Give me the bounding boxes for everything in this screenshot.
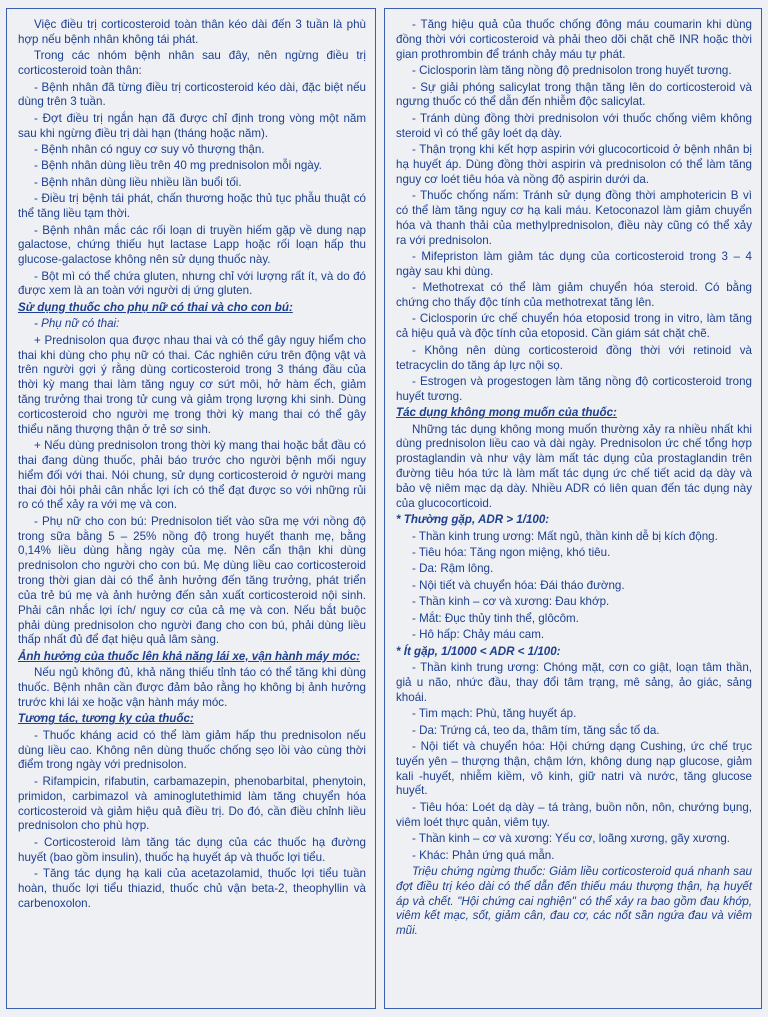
paragraph: - Thần kinh trung ương: Mất ngủ, thần kinh dễ bị kích động.: [412, 529, 718, 543]
left-column: [6, 8, 376, 1009]
paragraph: - Thần kinh – cơ và xương: Yếu cơ, loãng xương, gãy xương.: [412, 832, 731, 846]
paragraph: - Khác: Phản ứng quá mẫn.: [412, 848, 555, 862]
paragraph: - Thần kinh trung ương: Chóng mặt, cơn co giật, loạn tâm thần, giả u não, nhức đầu, thay đổi tâm trạng, mê sảng, ảo giác, sảng khoái.: [396, 661, 752, 704]
paragraph: - Điều trị bệnh tái phát, chấn thương hoặc thủ tục phẫu thuật có thể tăng liều tạm thời.: [18, 192, 366, 221]
paragraph: - Nội tiết và chuyển hóa: Đái tháo đường.: [412, 578, 625, 592]
paragraph: - Thuốc chống nấm: Tránh sử dụng đồng thời amphotericin B vì có thể làm tăng nguy cơ hạ kali máu. Ketoconazol làm giảm chuyển hóa và thanh thải của methylprednisolon, điều này cũng có thể xảy ra với prednisolon.: [396, 189, 752, 247]
paragraph: - Hô hấp: Chảy máu cam.: [412, 628, 545, 642]
paragraph: - Phụ nữ có thai:: [34, 317, 120, 331]
right-column: [384, 8, 762, 1009]
paragraph: Những tác dụng không mong muốn thường xảy ra nhiều nhất khi dùng prednisolon liều cao và dài ngày. Prednisolon ức chế tổng hợp prostaglandin và như vậy làm mất tác dụng của prostaglandin trên đường tiêu hóa tức là làm mất tác dụng ức chế tiết acid dạ dày và bảo vệ niêm mạc dạ dày. Nhiều ADR có liên quan đến tác dụng này của glucocorticoid.: [396, 422, 752, 510]
paragraph: - Tiêu hóa: Loét dạ dày – tá tràng, buồn nôn, nôn, chướng bụng, viêm loét thực quản, viêm tụy.: [396, 800, 752, 829]
paragraph: - Tăng hiệu quả của thuốc chống đông máu coumarin khi dùng đồng thời với corticosteroid và phải theo dõi chặt chẽ INR hoặc thời gian prothrombin để tránh chảy máu tự phát.: [396, 18, 752, 61]
paragraph: Việc điều trị corticosteroid toàn thân kéo dài đến 3 tuần là phù hợp nếu bệnh nhân không tái phát.: [18, 18, 366, 46]
paragraph: - Thuốc kháng acid có thể làm giảm hấp thu prednisolon nếu dùng liều cao. Không nên dùng thuốc chống sẹo lồi vào cùng thời điểm trong ngày với prednisolon.: [18, 728, 366, 772]
paragraph: Nếu ngủ không đủ, khả năng thiếu tỉnh táo có thể tăng khi dùng thuốc. Bệnh nhân cần được đảm bảo rằng họ không bị ảnh hưởng trước khi lái xe hoặc vận hành máy móc.: [18, 666, 366, 709]
section-heading: Tác dụng không mong muốn của thuốc:: [396, 406, 617, 420]
section-heading: Ảnh hưởng của thuốc lên khả năng lái xe, vận hành máy móc:: [18, 649, 361, 663]
paragraph: - Bột mì có thể chứa gluten, nhưng chỉ với lượng rất ít, và do đó được xem là an toàn với người dị ứng gluten.: [18, 269, 366, 298]
paragraph: - Methotrexat có thể làm giảm chuyển hóa steroid. Có bằng chứng cho thấy độc tính của methotrexat tăng lên.: [396, 281, 752, 310]
paragraph: + Prednisolon qua được nhau thai và có thể gây nguy hiểm cho thai khi dùng cho phụ nữ có thai. Các nghiên cứu trên động vật và trên người gợi ý rằng dùng corticosteroid trong 3 tháng đầu của thời kỳ mang thai làm tăng nguy cơ sứt môi, hở hàm ếch, giảm tăng trưởng thai trong tử cung và giảm trọng lượng khi sinh. Dùng corticosteroid cho người mẹ trong thời kỳ mang thai có thể gây thiểu năng thượng thận ở trẻ sơ sinh.: [18, 333, 366, 436]
paragraph: - Bệnh nhân đã từng điều trị corticosteroid kéo dài, đặc biệt nếu dùng trên 3 tuần.: [18, 80, 366, 109]
section-heading: * Ít gặp, 1/1000 < ADR < 1/100:: [396, 644, 561, 658]
paragraph: - Không nên dùng corticosteroid đồng thời với retinoid và tetracyclin do tăng áp lực nội sọ.: [396, 343, 752, 372]
paragraph: - Rifampicin, rifabutin, carbamazepin, phenobarbital, phenytoin, primidon, carbimazol và aminoglutethimid làm tăng chuyển hóa corticosteroid và giảm hiệu quả điều trị. Do đó, cần điều chỉnh liều prednisolon cho phù hợp.: [18, 774, 366, 833]
paragraph: - Corticosteroid làm tăng tác dụng của các thuốc hạ đường huyết (bao gồm insulin), thuốc hạ huyết áp và thuốc lợi tiểu.: [18, 835, 366, 864]
paragraph: - Mifepriston làm giảm tác dụng của corticosteroid trong 3 – 4 ngày sau khi dùng.: [396, 249, 752, 278]
paragraph: - Phụ nữ cho con bú: Prednisolon tiết vào sữa mẹ với nồng độ trong sữa bằng 5 – 25% nồng độ trong huyết thanh mẹ, bằng 0,14% liều dùng hằng ngày của mẹ. Nên cẩn thận khi dùng prednisolon cho người cho con bú. Mẹ dùng liều cao corticosteroid trong thời gian dài có thể ảnh hưởng đến tăng trưởng, phát triển của trẻ bú mẹ và ảnh hưởng đến sản xuất corticosteroid nội sinh. Phải cân nhắc lợi ích/ nguy cơ của cả mẹ và con. Nếu bắt buộc phải dùng prednisolon cho người đang cho con bú, phải dùng liều thấp nhất đủ để đạt hiệu quả lâm sàng.: [18, 514, 366, 647]
paragraph: - Bệnh nhân dùng liều trên 40 mg prednisolon mỗi ngày.: [34, 159, 322, 173]
paragraph: - Ciclosporin làm tăng nồng độ prednisolon trong huyết tương.: [412, 64, 732, 78]
section-heading: Tương tác, tương kỵ của thuốc:: [18, 712, 194, 726]
paragraph: - Tránh dùng đồng thời prednisolon với thuốc chống viêm không steroid vì có thể gây loét dạ dày.: [396, 111, 752, 140]
paragraph: - Bệnh nhân có nguy cơ suy vỏ thượng thận.: [34, 143, 265, 156]
paragraph: - Sự giải phóng salicylat trong thận tăng lên do corticosteroid và ngưng thuốc có thể dẫn đến nhiễm độc salicylat.: [396, 80, 752, 109]
paragraph: - Ciclosporin ức chế chuyển hóa etoposid trong in vitro, làm tăng cả hiệu quả và độc tính của etoposid. Cần giám sát chặt chẽ.: [396, 312, 752, 341]
paragraph: - Estrogen và progestogen làm tăng nồng độ corticosteroid trong huyết tương.: [396, 374, 752, 403]
paragraph: - Nội tiết và chuyển hóa: Hội chứng dạng Cushing, ức chế trục tuyến yên – thượng thận, chậm lớn, không dung nạp glucose, giảm kali -huyết, nhiễm kiềm, vô kinh, giữ natri và nước, tăng glucose huyết.: [396, 739, 752, 798]
paragraph: - Tăng tác dụng hạ kali của acetazolamid, thuốc lợi tiểu tuần hoàn, thuốc lợi tiểu thiazid, thuốc chủ vận beta-2, theophyllin và carbenoxolon.: [18, 867, 366, 910]
paragraph: + Nếu dùng prednisolon trong thời kỳ mang thai hoặc bắt đầu có thai đang dùng thuốc, phải báo trước cho người bệnh mối nguy hiểm đối với thai. Nói chung, sử dụng corticosteroid ở người mang thai đòi hỏi phải cân nhắc lợi ích có thể đạt được so với những rủi ro có thể xảy ra với mẹ và con.: [18, 439, 366, 512]
paragraph: - Tiêu hóa: Tăng ngon miệng, khó tiêu.: [412, 546, 611, 560]
paragraph: - Đợt điều trị ngắn hạn đã được chỉ định trong vòng một năm sau khi ngừng điều trị dài hạn (tháng hoặc năm).: [18, 111, 366, 140]
paragraph: Trong các nhóm bệnh nhân sau đây, nên ngừng điều trị corticosteroid toàn thân:: [18, 49, 366, 78]
paragraph: - Da: Trứng cá, teo da, thâm tím, tăng sắc tố da.: [412, 723, 660, 737]
section-heading: * Thường gặp, ADR > 1/100:: [396, 513, 550, 527]
paragraph: - Thần kinh – cơ và xương: Đau khớp.: [412, 595, 610, 609]
paragraph: - Bệnh nhân mắc các rối loạn di truyền hiếm gặp về dung nạp galactose, chứng thiếu hụt lactase Lapp hoặc rối loạn hấp thu glucose-galactose không nên sử dụng thuốc này.: [18, 223, 366, 267]
paragraph: - Tim mạch: Phù, tăng huyết áp.: [412, 707, 577, 721]
paragraph: Triệu chứng ngừng thuốc: Giảm liều corticosteroid quá nhanh sau đợt điều trị kéo dài có thể dẫn đến thiếu máu thượng thận, hạ huyết áp và chết. "Hội chứng cai nghiện" có thể xảy ra bao gồm đau khớp, viêm kết mạc, sốt, giảm cân, đau cơ, các nốt sần ngứa đau và viêm mũi.: [396, 864, 752, 938]
paragraph: - Thận trọng khi kết hợp aspirin với glucocorticoid ở bệnh nhân bị hạ huyết áp. Dùng đồng thời aspirin và prednisolon có thể làm tăng nguy cơ loét tiêu hóa và nồng độ aspirin dưới da.: [396, 143, 752, 186]
paragraph: - Da: Rậm lông.: [412, 562, 494, 576]
section-heading: Sử dụng thuốc cho phụ nữ có thai và cho con bú:: [18, 300, 293, 314]
paragraph: - Mắt: Đục thủy tinh thể, glôcôm.: [412, 611, 579, 625]
paragraph: - Bệnh nhân dùng liều nhiều lần buổi tối.: [34, 175, 242, 189]
